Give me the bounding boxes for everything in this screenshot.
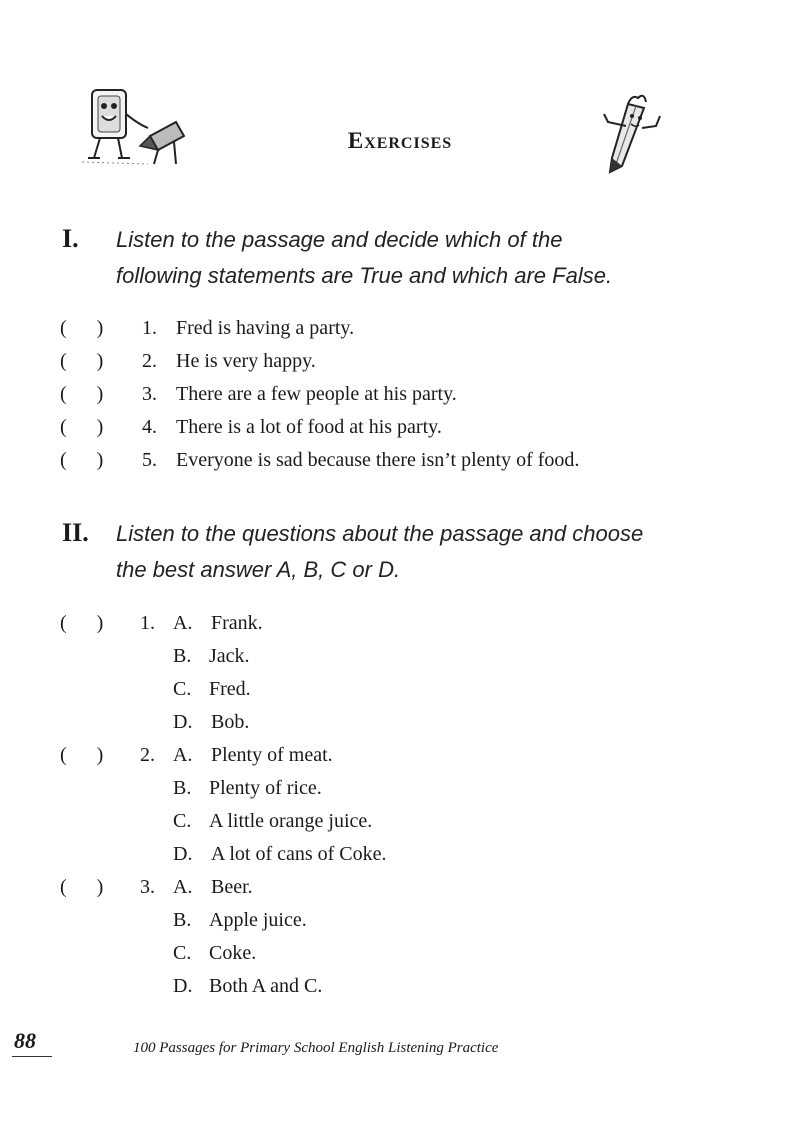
list-item — [0, 411, 800, 444]
statement-text: Everyone is sad because there isn’t plenty of food. — [176, 449, 580, 471]
option-text: Plenty of meat. — [211, 744, 333, 766]
section-1-numeral: I. — [62, 224, 79, 253]
option-letter: A. — [173, 612, 193, 634]
option-text: Plenty of rice. — [209, 777, 322, 799]
statement-text: He is very happy. — [176, 350, 316, 372]
option-letter: A. — [173, 744, 193, 766]
question-number: 2. — [140, 744, 155, 766]
question-row — [0, 871, 800, 904]
page-title: Exercises — [347, 128, 453, 153]
option-letter: D. — [173, 711, 193, 733]
option-letter: D. — [173, 975, 193, 997]
statement-text: There are a few people at his party. — [176, 383, 457, 405]
list-item — [0, 378, 800, 411]
question-row — [0, 739, 800, 772]
answer-blank[interactable]: ( ) — [60, 612, 104, 634]
answer-blank[interactable]: ( ) — [60, 876, 104, 898]
question-row — [0, 607, 800, 640]
statement-text: There is a lot of food at his party. — [176, 416, 442, 438]
question-number: 3. — [140, 876, 155, 898]
option-text: Fred. — [209, 678, 251, 700]
option-letter: B. — [173, 909, 192, 931]
section-2-instruction-line-2: the best answer A, B, C or D. — [116, 557, 401, 582]
answer-blank[interactable]: ( ) — [60, 416, 104, 438]
option-letter: B. — [173, 645, 192, 667]
list-item — [0, 444, 800, 477]
option-row — [0, 673, 800, 706]
section-1-instruction-line-2: following statements are True and which are False. — [116, 263, 613, 288]
option-text: Jack. — [209, 645, 250, 667]
option-letter: C. — [173, 810, 192, 832]
list-item — [0, 345, 800, 378]
answer-blank[interactable]: ( ) — [60, 350, 104, 372]
item-number: 3. — [142, 383, 157, 405]
option-row — [0, 772, 800, 805]
page-number: 88 — [14, 1028, 36, 1053]
option-letter: D. — [173, 843, 193, 865]
option-text: Apple juice. — [209, 909, 307, 931]
statement-text: Fred is having a party. — [176, 317, 355, 339]
cartoon-book-and-pen-icon — [78, 84, 193, 170]
book-title: 100 Passages for Primary School English Listening Practice — [133, 1040, 499, 1056]
option-text: Frank. — [211, 612, 263, 634]
item-number: 4. — [142, 416, 157, 438]
option-letter: A. — [173, 876, 193, 898]
option-text: Beer. — [211, 876, 253, 898]
answer-blank[interactable]: ( ) — [60, 383, 104, 405]
option-letter: C. — [173, 678, 192, 700]
question-number: 1. — [140, 612, 155, 634]
option-text: A lot of cans of Coke. — [211, 843, 387, 865]
answer-blank[interactable]: ( ) — [60, 317, 104, 339]
item-number: 5. — [142, 449, 157, 471]
section-2-instruction-line-1: Listen to the questions about the passage and choose — [116, 521, 644, 546]
option-text: Coke. — [209, 942, 257, 964]
option-row — [0, 970, 800, 1003]
option-row — [0, 937, 800, 970]
option-letter: B. — [173, 777, 192, 799]
list-item — [0, 312, 800, 345]
option-text: Both A and C. — [209, 975, 323, 997]
option-text: Bob. — [211, 711, 250, 733]
page-number-underline — [12, 1056, 52, 1057]
option-row — [0, 904, 800, 937]
option-row — [0, 640, 800, 673]
option-row — [0, 805, 800, 838]
section-2-numeral: II. — [62, 518, 89, 547]
answer-blank[interactable]: ( ) — [60, 744, 104, 766]
answer-blank[interactable]: ( ) — [60, 449, 104, 471]
option-letter: C. — [173, 942, 192, 964]
section-1-instruction-line-1: Listen to the passage and decide which of the — [116, 227, 563, 252]
option-text: A little orange juice. — [209, 810, 373, 832]
item-number: 2. — [142, 350, 157, 372]
option-row — [0, 706, 800, 739]
item-number: 1. — [142, 317, 157, 339]
option-row — [0, 838, 800, 871]
